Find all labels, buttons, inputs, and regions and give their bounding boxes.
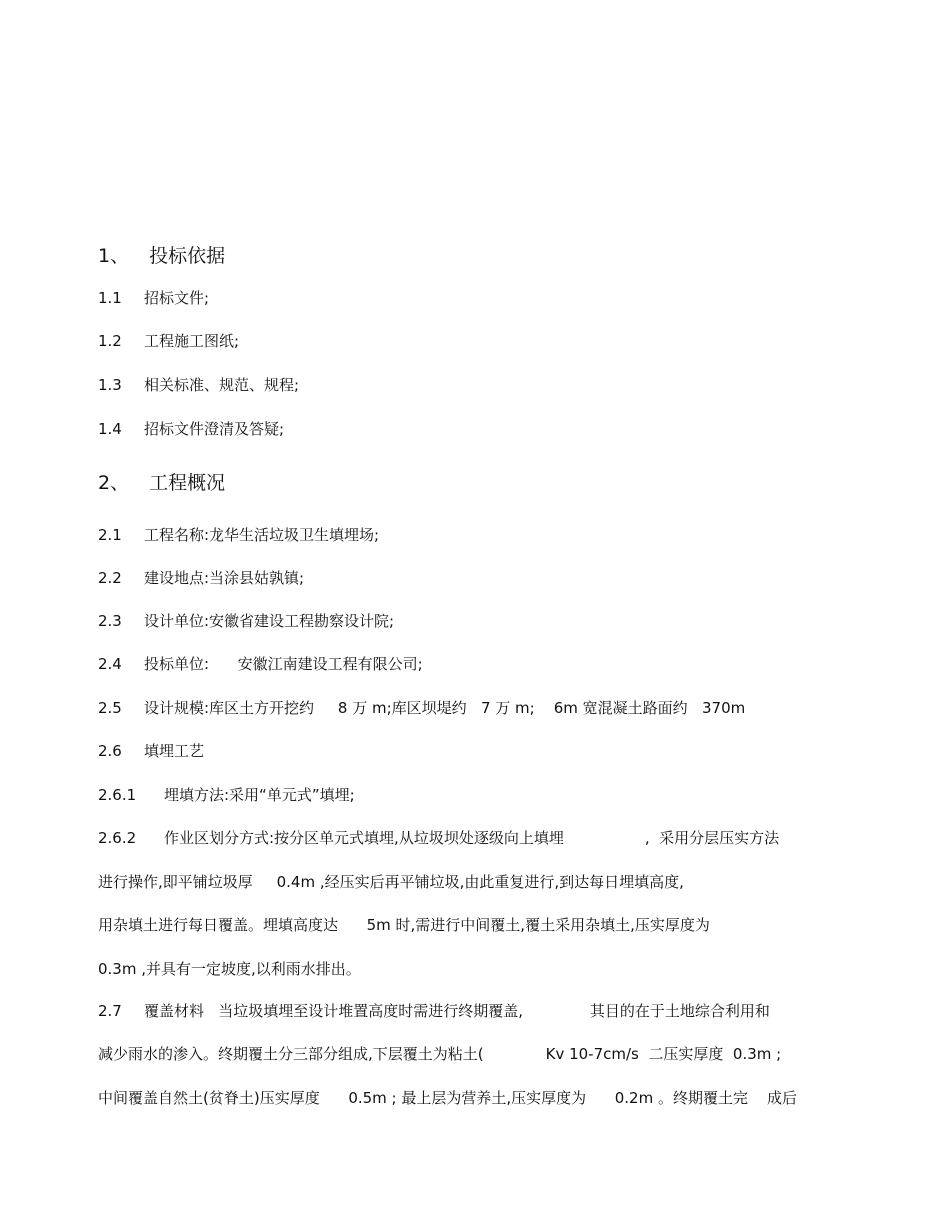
item-text: 工程施工图纸; bbox=[144, 332, 240, 350]
item-number: 2.4 bbox=[98, 655, 122, 673]
item-number: 2.7 bbox=[98, 1002, 122, 1020]
item-text: 设计单位:安徽省建设工程勘察设计院; bbox=[144, 612, 395, 630]
paragraph-line: 0.3m ,并具有一定坡度,以利雨水排出。 bbox=[98, 960, 361, 978]
section-1-heading bbox=[98, 244, 225, 268]
item-number: 2.5 bbox=[98, 699, 122, 717]
item-text: 招标文件澄清及答疑; bbox=[144, 420, 285, 438]
item-text: 建设地点:当涂县姑孰镇; bbox=[144, 569, 305, 587]
item-text: 相关标准、规范、规程; bbox=[144, 376, 300, 394]
list-item bbox=[98, 568, 304, 588]
item-text: 招标文件; bbox=[144, 289, 210, 307]
heading-text: 投标依据 bbox=[149, 245, 226, 267]
list-item bbox=[98, 288, 209, 308]
item-text: 作业区划分方式:按分区单元式填埋,从垃圾坝处逐级向上填埋 , 采用分层压实方法 bbox=[164, 829, 780, 847]
list-item bbox=[98, 828, 779, 848]
item-text: 工程名称:龙华生活垃圾卫生填埋场; bbox=[144, 526, 380, 544]
list-item bbox=[98, 698, 745, 718]
list-item bbox=[98, 375, 299, 395]
item-text: 设计规模:库区土方开挖约 8 万 m;库区坝堤约 7 万 m; 6m 宽混凝土路面约 370m bbox=[144, 699, 746, 717]
item-text: 埋填方法:采用“单元式”填埋; bbox=[164, 786, 355, 804]
heading-number: 1、 bbox=[98, 245, 130, 267]
item-number: 2.3 bbox=[98, 612, 122, 630]
item-text: 填埋工艺 bbox=[144, 742, 205, 760]
item-number: 2.6 bbox=[98, 742, 122, 760]
paragraph-line: 减少雨水的渗入。终期覆土分三部分组成,下层覆土为粘土( Kv 10-7cm/s 二压实厚度 0.3m ; bbox=[98, 1045, 782, 1063]
section-2-heading bbox=[98, 471, 225, 495]
list-item bbox=[98, 1001, 770, 1021]
item-number: 1.2 bbox=[98, 332, 122, 350]
item-number: 2.6.2 bbox=[98, 829, 137, 847]
list-item bbox=[98, 611, 394, 631]
item-number: 2.2 bbox=[98, 569, 122, 587]
item-number: 1.4 bbox=[98, 420, 122, 438]
paragraph-line: 进行操作,即平铺垃圾厚 0.4m ,经压实后再平铺垃圾,由此重复进行,到达每日埋填高度, bbox=[98, 873, 684, 891]
item-text: 覆盖材料 当垃圾填埋至设计堆置高度时需进行终期覆盖, 其目的在于土地综合利用和 bbox=[144, 1002, 770, 1020]
item-number: 1.3 bbox=[98, 376, 122, 394]
item-number: 2.1 bbox=[98, 526, 122, 544]
list-item bbox=[98, 654, 423, 674]
list-item bbox=[98, 419, 284, 439]
item-number: 1.1 bbox=[98, 289, 122, 307]
list-item bbox=[98, 331, 239, 351]
list-item bbox=[98, 741, 204, 761]
paragraph-line: 用杂填土进行每日覆盖。埋填高度达 5m 时,需进行中间覆土,覆土采用杂填土,压实厚度为 bbox=[98, 916, 710, 934]
paragraph-line: 中间覆盖自然土(贫脊土)压实厚度 0.5m ; 最上层为营养土,压实厚度为 0.2m 。终期覆土完 成后 bbox=[98, 1089, 798, 1107]
heading-number: 2、 bbox=[98, 472, 130, 494]
list-item bbox=[98, 525, 379, 545]
item-number: 2.6.1 bbox=[98, 786, 137, 804]
heading-text: 工程概况 bbox=[149, 472, 226, 494]
item-text: 投标单位: 安徽江南建设工程有限公司; bbox=[144, 655, 423, 673]
list-item bbox=[98, 785, 355, 805]
